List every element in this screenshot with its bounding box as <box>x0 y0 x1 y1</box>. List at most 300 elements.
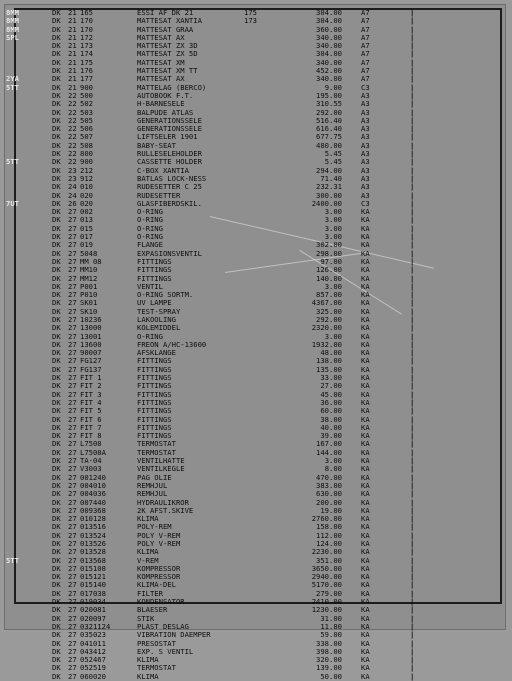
table-row <box>0 333 512 341</box>
price-value: 38.00 <box>320 414 342 424</box>
country-code: DK <box>52 115 61 125</box>
table-row <box>0 117 512 125</box>
group-number: 27 <box>68 281 77 291</box>
part-description: O-RING <box>137 223 163 233</box>
price-value: 300.00 <box>316 190 342 200</box>
price-value: 298.00 <box>316 248 342 258</box>
category-code: KA <box>361 397 370 407</box>
check-mark: | <box>410 588 415 598</box>
part-code: 020 <box>80 190 93 200</box>
part-code: 505 <box>80 115 93 125</box>
check-mark: | <box>410 248 415 258</box>
check-mark: | <box>410 364 415 374</box>
group-number: 27 <box>68 389 77 399</box>
part-description: FITTINGS <box>137 389 172 399</box>
group-number: 27 <box>68 671 77 681</box>
price-value: 3.00 <box>324 281 342 291</box>
price-value: 383.00 <box>316 480 342 490</box>
group-number: 27 <box>68 646 77 656</box>
table-row <box>0 175 512 183</box>
group-number: 27 <box>68 580 77 590</box>
part-description: 2K AFST.SKIVE <box>137 505 194 515</box>
category-code: KA <box>361 447 370 457</box>
reference-number: 175 <box>244 8 257 17</box>
part-description: UV LAMPE <box>137 298 172 308</box>
table-row <box>0 606 512 614</box>
part-code: V3003 <box>80 464 102 474</box>
category-code: KA <box>361 223 370 233</box>
category-code: KA <box>361 439 370 449</box>
country-code: DK <box>52 339 61 349</box>
country-code: DK <box>52 107 61 117</box>
category-code: KA <box>361 348 370 358</box>
table-row <box>0 133 512 141</box>
price-value: 27.00 <box>320 381 342 391</box>
price-value: 292.00 <box>316 314 342 324</box>
part-description: POLY-REM <box>137 522 172 532</box>
check-mark: | <box>410 339 415 349</box>
part-description: PRESOSTAT <box>137 638 176 648</box>
price-value: 516.40 <box>316 115 342 125</box>
part-description: FITTINGS <box>137 364 172 374</box>
check-mark: | <box>410 530 415 540</box>
group-number: 27 <box>68 597 77 607</box>
country-code: DK <box>52 655 61 665</box>
group-number: 27 <box>68 232 77 242</box>
price-value: 140.00 <box>316 273 342 283</box>
country-code: DK <box>52 389 61 399</box>
part-description: MATTESAT GRAA <box>137 24 194 34</box>
price-value: 616.40 <box>316 124 342 134</box>
category-code: A7 <box>361 24 370 34</box>
row-marker: 2YA <box>6 74 19 84</box>
price-value: 2400.00 <box>311 198 342 208</box>
part-description: H-BARNESELE <box>137 99 185 109</box>
category-code: KA <box>361 597 370 607</box>
category-code: KA <box>361 273 370 283</box>
part-description: PAG OLIE <box>137 472 172 482</box>
price-value: 195.00 <box>316 90 342 100</box>
group-number: 22 <box>68 140 77 150</box>
part-code: L7508 <box>80 439 102 449</box>
category-code: A3 <box>361 190 370 200</box>
category-code: A7 <box>361 16 370 26</box>
group-number: 27 <box>68 630 77 640</box>
part-code: 170 <box>80 24 93 34</box>
category-code: A3 <box>361 173 370 183</box>
price-value: 325.00 <box>316 306 342 316</box>
row-marker: 8MM <box>6 8 19 17</box>
part-code: 035023 <box>80 630 106 640</box>
part-description: KLIMA <box>137 655 159 665</box>
check-mark: | <box>410 505 415 515</box>
part-code: MM10 <box>80 265 98 275</box>
group-number: 21 <box>68 74 77 84</box>
country-code: DK <box>52 514 61 524</box>
category-code: KA <box>361 539 370 548</box>
table-row <box>0 598 512 606</box>
country-code: DK <box>52 406 61 416</box>
check-mark: | <box>410 124 415 134</box>
price-value: 2230.00 <box>311 547 342 557</box>
part-description: FITTINGS <box>137 431 172 441</box>
part-description: REMHJUL <box>137 480 168 490</box>
price-value: 320.00 <box>316 655 342 665</box>
group-number: 27 <box>68 505 77 515</box>
part-code: 004010 <box>80 480 106 490</box>
table-row <box>0 465 512 473</box>
part-code: 007440 <box>80 497 106 507</box>
country-code: DK <box>52 630 61 640</box>
part-description: VENTILKEGLE <box>137 464 185 474</box>
part-code: 912 <box>80 173 93 183</box>
table-row <box>0 250 512 258</box>
price-value: 398.00 <box>316 646 342 656</box>
group-number: 27 <box>68 530 77 540</box>
part-code: 013524 <box>80 530 106 540</box>
part-description: REMHJUL <box>137 489 168 499</box>
part-code: 212 <box>80 165 93 175</box>
group-number: 22 <box>68 149 77 159</box>
part-description: POLY V-REM <box>137 530 181 540</box>
part-code: 015108 <box>80 563 106 573</box>
part-code: FIT 2 <box>80 381 102 391</box>
group-number: 27 <box>68 256 77 266</box>
group-number: 27 <box>68 364 77 374</box>
table-row <box>0 50 512 58</box>
check-mark: | <box>410 16 415 26</box>
part-code: 177 <box>80 74 93 84</box>
group-number: 27 <box>68 240 77 250</box>
row-marker: 8MM <box>6 24 19 34</box>
check-mark: | <box>410 173 415 183</box>
table-row <box>0 258 512 266</box>
group-number: 22 <box>68 99 77 109</box>
country-code: DK <box>52 480 61 490</box>
part-description: STIK <box>137 613 155 623</box>
part-description: AUTOBOOK F.T. <box>137 90 194 100</box>
group-number: 23 <box>68 165 77 175</box>
table-row <box>0 316 512 324</box>
category-code: KA <box>361 323 370 333</box>
group-number: 27 <box>68 572 77 582</box>
row-marker: SPL <box>6 32 19 42</box>
category-code: KA <box>361 339 370 349</box>
part-description: FITTINGS <box>137 397 172 407</box>
category-code: A3 <box>361 140 370 150</box>
part-code: 90007 <box>80 348 102 358</box>
check-mark: | <box>410 281 415 291</box>
country-code: DK <box>52 190 61 200</box>
check-mark: | <box>410 165 415 175</box>
category-code: KA <box>361 663 370 673</box>
part-description: BLAESER <box>137 605 168 615</box>
check-mark: | <box>410 298 415 308</box>
category-code: KA <box>361 331 370 341</box>
check-mark: | <box>410 331 415 341</box>
group-number: 21 <box>68 57 77 67</box>
check-mark: | <box>410 389 415 399</box>
group-number: 24 <box>68 182 77 192</box>
check-mark: | <box>410 132 415 142</box>
price-value: 5.45 <box>324 149 342 159</box>
category-code: A3 <box>361 99 370 109</box>
country-code: DK <box>52 149 61 159</box>
part-description: FITTINGS <box>137 414 172 424</box>
table-row <box>0 75 512 83</box>
table-row <box>0 631 512 639</box>
table-row <box>0 482 512 490</box>
category-code: KA <box>361 248 370 258</box>
part-code: 013 <box>80 215 93 225</box>
price-value: 59.00 <box>320 630 342 640</box>
price-value: 4367.00 <box>311 298 342 308</box>
check-mark: | <box>410 456 415 466</box>
part-code: 173 <box>80 41 93 51</box>
part-code: 013526 <box>80 539 106 548</box>
part-code: 900 <box>80 157 93 167</box>
country-code: DK <box>52 273 61 283</box>
part-description: VIBRATION DAEMPER <box>137 630 211 640</box>
country-code: DK <box>52 306 61 316</box>
group-number: 27 <box>68 248 77 258</box>
part-code: P010 <box>80 290 98 300</box>
table-row <box>0 515 512 523</box>
group-number: 22 <box>68 115 77 125</box>
part-code: 13600 <box>80 339 102 349</box>
check-mark: | <box>410 8 415 17</box>
table-row <box>0 424 512 432</box>
group-number: 27 <box>68 290 77 300</box>
part-code: 010 <box>80 182 93 192</box>
table-row <box>0 26 512 34</box>
group-number: 27 <box>68 472 77 482</box>
category-code: KA <box>361 298 370 308</box>
category-code: KA <box>361 505 370 515</box>
country-code: DK <box>52 240 61 250</box>
country-code: DK <box>52 265 61 275</box>
price-value: 3.00 <box>324 456 342 466</box>
check-mark: | <box>410 439 415 449</box>
price-value: 2320.00 <box>311 323 342 333</box>
category-code: KA <box>361 555 370 565</box>
check-mark: | <box>410 397 415 407</box>
category-code: KA <box>361 265 370 275</box>
country-code: DK <box>52 41 61 51</box>
row-marker: 7UT <box>6 198 19 208</box>
check-mark: | <box>410 198 415 208</box>
part-code: 001240 <box>80 472 106 482</box>
part-code: 017038 <box>80 588 106 598</box>
check-mark: | <box>410 140 415 150</box>
table-row <box>0 357 512 365</box>
category-code: KA <box>361 655 370 665</box>
price-value: 158.00 <box>316 522 342 532</box>
group-number: 27 <box>68 547 77 557</box>
check-mark: | <box>410 207 415 217</box>
category-code: A3 <box>361 149 370 159</box>
price-value: 60.00 <box>320 406 342 416</box>
part-description: KLIMA <box>137 671 159 681</box>
category-code: A7 <box>361 66 370 76</box>
table-row <box>0 532 512 540</box>
price-value: 8.00 <box>324 464 342 474</box>
price-value: 3.00 <box>324 331 342 341</box>
group-number: 27 <box>68 298 77 308</box>
price-value: 630.00 <box>316 489 342 499</box>
part-code: FIT 4 <box>80 397 102 407</box>
category-code: KA <box>361 547 370 557</box>
check-mark: | <box>410 597 415 607</box>
group-number: 21 <box>68 16 77 26</box>
category-code: A7 <box>361 41 370 51</box>
part-description: O-RING SORTM. <box>137 290 194 300</box>
category-code: KA <box>361 588 370 598</box>
country-code: DK <box>52 605 61 615</box>
group-number: 27 <box>68 456 77 466</box>
table-row <box>0 275 512 283</box>
country-code: DK <box>52 472 61 482</box>
part-description: GLASFIBERDSKIL. <box>137 198 202 208</box>
part-code: 020097 <box>80 613 106 623</box>
price-value: 124.00 <box>316 539 342 548</box>
check-mark: | <box>410 82 415 92</box>
part-code: SK01 <box>80 298 98 308</box>
country-code: DK <box>52 597 61 607</box>
country-code: DK <box>52 99 61 109</box>
group-number: 26 <box>68 198 77 208</box>
table-row <box>0 507 512 515</box>
country-code: DK <box>52 563 61 573</box>
price-value: 340.00 <box>316 74 342 84</box>
check-mark: | <box>410 580 415 590</box>
group-number: 22 <box>68 157 77 167</box>
check-mark: | <box>410 522 415 532</box>
table-row <box>0 216 512 224</box>
check-mark: | <box>410 41 415 51</box>
check-mark: | <box>410 655 415 665</box>
price-value: 11.80 <box>320 621 342 631</box>
category-code: KA <box>361 497 370 507</box>
table-row <box>0 233 512 241</box>
part-description: MATTESAT AX <box>137 74 185 84</box>
part-code: 020 <box>80 198 93 208</box>
group-number: 27 <box>68 439 77 449</box>
part-code: 041011 <box>80 638 106 648</box>
price-value: 135.00 <box>316 364 342 374</box>
table-row <box>0 490 512 498</box>
part-description: BABY-SEAT <box>137 140 176 150</box>
country-code: DK <box>52 207 61 217</box>
check-mark: | <box>410 290 415 300</box>
part-description: MATTESAT XM TT <box>137 66 198 76</box>
country-code: DK <box>52 165 61 175</box>
price-value: 677.75 <box>316 132 342 142</box>
table-row <box>0 374 512 382</box>
check-mark: | <box>410 572 415 582</box>
part-code: 019034 <box>80 597 106 607</box>
reference-number: 173 <box>244 16 257 26</box>
part-code: 503 <box>80 107 93 117</box>
table-row <box>0 407 512 415</box>
table-row <box>0 440 512 448</box>
part-description: MATTESAT XANTIA <box>137 16 202 26</box>
group-number: 22 <box>68 107 77 117</box>
part-description: LAKOOLING <box>137 314 176 324</box>
check-mark: | <box>410 497 415 507</box>
category-code: KA <box>361 256 370 266</box>
table-row <box>0 283 512 291</box>
price-value: 71.40 <box>320 173 342 183</box>
table-row <box>0 200 512 208</box>
group-number: 23 <box>68 173 77 183</box>
country-code: DK <box>52 124 61 134</box>
check-mark: | <box>410 240 415 250</box>
price-value: 5.45 <box>324 157 342 167</box>
group-number: 27 <box>68 605 77 615</box>
price-value: 144.00 <box>316 447 342 457</box>
category-code: KA <box>361 572 370 582</box>
row-marker: 8MM <box>6 16 19 26</box>
part-code: FG127 <box>80 356 102 366</box>
country-code: DK <box>52 663 61 673</box>
check-mark: | <box>410 381 415 391</box>
group-number: 27 <box>68 323 77 333</box>
table-row <box>0 648 512 656</box>
check-mark: | <box>410 480 415 490</box>
part-code: FIT 7 <box>80 422 102 432</box>
group-number: 27 <box>68 638 77 648</box>
country-code: DK <box>52 82 61 92</box>
part-description: FITTINGS <box>137 273 172 283</box>
price-value: 50.00 <box>320 671 342 681</box>
price-value: 97.00 <box>320 256 342 266</box>
category-code: A7 <box>361 49 370 59</box>
group-number: 27 <box>68 514 77 524</box>
group-number: 27 <box>68 613 77 623</box>
part-description: LIFTSELER 1901 <box>137 132 198 142</box>
part-code: 10236 <box>80 314 102 324</box>
price-value: 112.00 <box>316 530 342 540</box>
part-description: VENTIL <box>137 281 163 291</box>
check-mark: | <box>410 57 415 67</box>
price-value: 138.00 <box>316 356 342 366</box>
part-code: 019 <box>80 240 93 250</box>
price-value: 139.00 <box>316 663 342 673</box>
country-code: DK <box>52 414 61 424</box>
check-mark: | <box>410 314 415 324</box>
price-value: 294.00 <box>316 165 342 175</box>
check-mark: | <box>410 107 415 117</box>
category-code: KA <box>361 240 370 250</box>
table-row <box>0 523 512 531</box>
country-code: DK <box>52 281 61 291</box>
country-code: DK <box>52 588 61 598</box>
group-number: 27 <box>68 207 77 217</box>
country-code: DK <box>52 74 61 84</box>
part-code: 060020 <box>80 671 106 681</box>
table-row <box>0 308 512 316</box>
country-code: DK <box>52 298 61 308</box>
group-number: 21 <box>68 82 77 92</box>
row-marker: 5TT <box>6 555 19 565</box>
country-code: DK <box>52 621 61 631</box>
group-number: 24 <box>68 190 77 200</box>
country-code: DK <box>52 464 61 474</box>
table-row <box>0 673 512 681</box>
category-code: KA <box>361 613 370 623</box>
category-code: KA <box>361 406 370 416</box>
